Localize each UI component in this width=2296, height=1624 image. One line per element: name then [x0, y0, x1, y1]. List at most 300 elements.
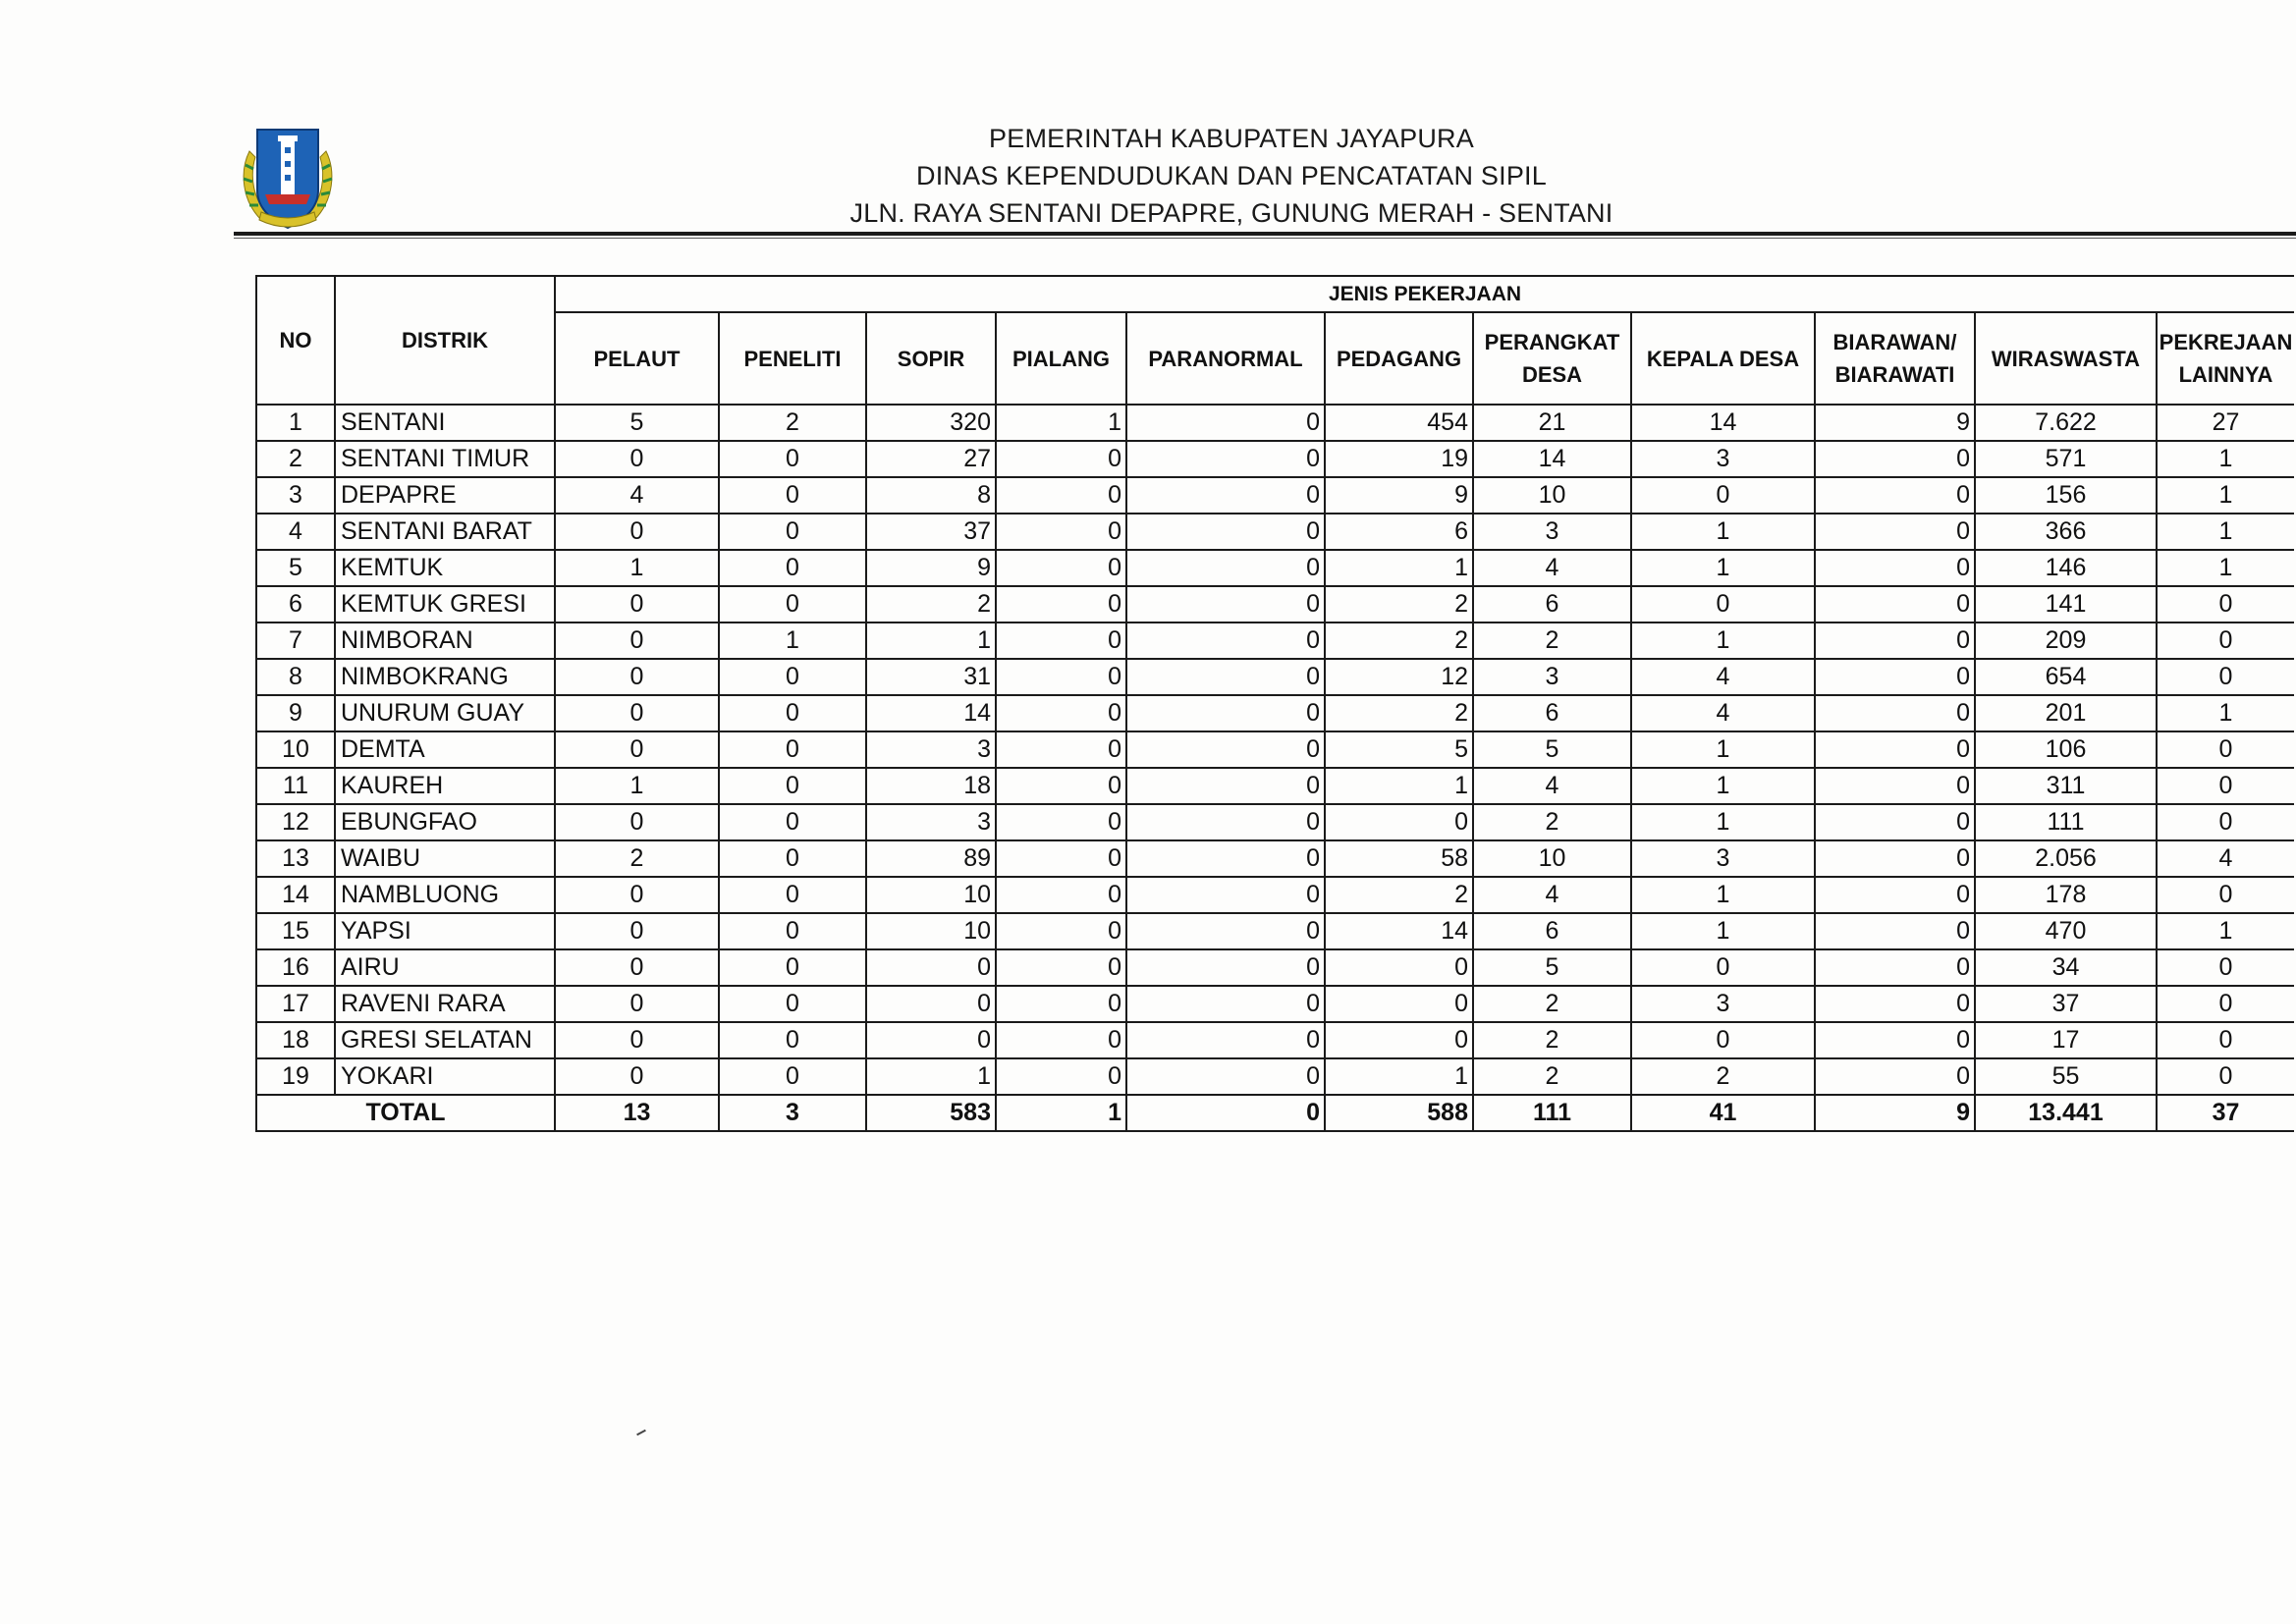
cell-peneliti: 0 — [719, 550, 866, 586]
cell-pedagang: 0 — [1325, 949, 1473, 986]
cell-kepala-desa: 0 — [1631, 477, 1815, 514]
cell-peneliti: 0 — [719, 1022, 866, 1058]
cell-paranormal: 0 — [1126, 514, 1325, 550]
cell-peneliti: 0 — [719, 731, 866, 768]
cell-paranormal: 0 — [1126, 840, 1325, 877]
cell-no: 19 — [256, 1058, 335, 1095]
cell-peneliti: 0 — [719, 986, 866, 1022]
cell-pedagang: 6 — [1325, 514, 1473, 550]
cell-peneliti: 0 — [719, 514, 866, 550]
table-row — [256, 768, 2294, 804]
cell-pedagang: 5 — [1325, 731, 1473, 768]
cell-pelaut: 1 — [555, 550, 719, 586]
cell-kepala-desa: 3 — [1631, 986, 1815, 1022]
cell-pialang: 0 — [996, 804, 1126, 840]
cell-no: 13 — [256, 840, 335, 877]
cell-distrik: YAPSI — [335, 913, 555, 949]
cell-pelaut: 0 — [555, 804, 719, 840]
cell-paranormal: 0 — [1126, 477, 1325, 514]
header-sopir: SOPIR — [866, 312, 996, 405]
cell-perangkat-desa: 2 — [1473, 804, 1631, 840]
cell-kepala-desa: 1 — [1631, 731, 1815, 768]
cell-biarawan-biarawati: 0 — [1815, 768, 1975, 804]
cell-kepala-desa: 14 — [1631, 405, 1815, 441]
cell-sopir: 0 — [866, 986, 996, 1022]
cell-paranormal: 0 — [1126, 877, 1325, 913]
cell-perangkat-desa: 2 — [1473, 623, 1631, 659]
cell-no: 4 — [256, 514, 335, 550]
cell-pialang: 0 — [996, 441, 1126, 477]
cell-pialang: 0 — [996, 913, 1126, 949]
cell-biarawan-biarawati: 0 — [1815, 550, 1975, 586]
cell-paranormal: 0 — [1126, 550, 1325, 586]
cell-distrik: GRESI SELATAN — [335, 1022, 555, 1058]
cell-pedagang: 0 — [1325, 804, 1473, 840]
cell-no: 12 — [256, 804, 335, 840]
cell-pelaut: 0 — [555, 877, 719, 913]
cell-total-wiraswasta: 13.441 — [1975, 1095, 2157, 1131]
cell-kepala-desa: 1 — [1631, 623, 1815, 659]
header-biarawan-biarawati: BIARAWAN/ BIARAWATI — [1815, 312, 1975, 405]
table-row — [256, 731, 2294, 768]
cell-wiraswasta: 156 — [1975, 477, 2157, 514]
cell-pialang: 0 — [996, 550, 1126, 586]
cell-no: 8 — [256, 659, 335, 695]
cell-pedagang: 0 — [1325, 1022, 1473, 1058]
table-row — [256, 877, 2294, 913]
header-wiraswasta: WIRASWASTA — [1975, 312, 2157, 405]
table-row — [256, 441, 2294, 477]
cell-peneliti: 0 — [719, 913, 866, 949]
cell-distrik: EBUNGFAO — [335, 804, 555, 840]
cell-paranormal: 0 — [1126, 768, 1325, 804]
cell-pialang: 0 — [996, 477, 1126, 514]
cell-no: 18 — [256, 1022, 335, 1058]
cell-pelaut: 0 — [555, 586, 719, 623]
table-row — [256, 659, 2294, 695]
cell-pelaut: 5 — [555, 405, 719, 441]
cell-pekrejaan-lainnya: 0 — [2157, 731, 2294, 768]
cell-total-label: TOTAL — [256, 1095, 555, 1131]
cell-perangkat-desa: 5 — [1473, 731, 1631, 768]
cell-kepala-desa: 4 — [1631, 659, 1815, 695]
cell-pialang: 0 — [996, 1058, 1126, 1095]
cell-paranormal: 0 — [1126, 913, 1325, 949]
cell-kepala-desa: 3 — [1631, 441, 1815, 477]
cell-no: 3 — [256, 477, 335, 514]
cell-pedagang: 1 — [1325, 1058, 1473, 1095]
cell-pialang: 0 — [996, 659, 1126, 695]
cell-pedagang: 2 — [1325, 586, 1473, 623]
cell-pekrejaan-lainnya: 0 — [2157, 623, 2294, 659]
cell-no: 2 — [256, 441, 335, 477]
cell-pekrejaan-lainnya: 0 — [2157, 659, 2294, 695]
cell-distrik: SENTANI TIMUR — [335, 441, 555, 477]
cell-wiraswasta: 106 — [1975, 731, 2157, 768]
cell-pialang: 0 — [996, 840, 1126, 877]
header-paranormal: PARANORMAL — [1126, 312, 1325, 405]
cell-biarawan-biarawati: 0 — [1815, 695, 1975, 731]
cell-pekrejaan-lainnya: 1 — [2157, 913, 2294, 949]
cell-pelaut: 0 — [555, 949, 719, 986]
header-perangkat-desa: PERANGKAT DESA — [1473, 312, 1631, 405]
cell-wiraswasta: 55 — [1975, 1058, 2157, 1095]
scan-speck — [636, 1430, 646, 1435]
cell-total-perangkat-desa: 111 — [1473, 1095, 1631, 1131]
regency-crest-logo — [236, 122, 340, 236]
cell-pekrejaan-lainnya: 4 — [2157, 840, 2294, 877]
cell-pelaut: 0 — [555, 441, 719, 477]
cell-pialang: 0 — [996, 623, 1126, 659]
crest-icon — [236, 122, 340, 236]
cell-pekrejaan-lainnya: 0 — [2157, 986, 2294, 1022]
cell-wiraswasta: 470 — [1975, 913, 2157, 949]
cell-no: 6 — [256, 586, 335, 623]
cell-peneliti: 0 — [719, 949, 866, 986]
cell-pekrejaan-lainnya: 0 — [2157, 804, 2294, 840]
cell-pialang: 0 — [996, 1022, 1126, 1058]
cell-biarawan-biarawati: 0 — [1815, 949, 1975, 986]
cell-perangkat-desa: 2 — [1473, 986, 1631, 1022]
letterhead-divider-thin — [234, 238, 2296, 239]
cell-pelaut: 0 — [555, 514, 719, 550]
cell-pelaut: 0 — [555, 1022, 719, 1058]
cell-biarawan-biarawati: 0 — [1815, 514, 1975, 550]
cell-peneliti: 0 — [719, 768, 866, 804]
letterhead-address: JLN. RAYA SENTANI DEPAPRE, GUNUNG MERAH - SENTANI — [849, 198, 1613, 228]
cell-paranormal: 0 — [1126, 659, 1325, 695]
cell-wiraswasta: 2.056 — [1975, 840, 2157, 877]
cell-peneliti: 0 — [719, 1058, 866, 1095]
cell-pekrejaan-lainnya: 1 — [2157, 441, 2294, 477]
table-row — [256, 986, 2294, 1022]
cell-pelaut: 2 — [555, 840, 719, 877]
cell-perangkat-desa: 4 — [1473, 768, 1631, 804]
cell-kepala-desa: 1 — [1631, 514, 1815, 550]
cell-sopir: 37 — [866, 514, 996, 550]
cell-sopir: 8 — [866, 477, 996, 514]
cell-total-paranormal: 0 — [1126, 1095, 1325, 1131]
cell-sopir: 3 — [866, 804, 996, 840]
cell-peneliti: 0 — [719, 804, 866, 840]
header-kepala-desa: KEPALA DESA — [1631, 312, 1815, 405]
header-pedagang: PEDAGANG — [1325, 312, 1473, 405]
cell-sopir: 89 — [866, 840, 996, 877]
cell-kepala-desa: 1 — [1631, 768, 1815, 804]
cell-biarawan-biarawati: 0 — [1815, 804, 1975, 840]
cell-pedagang: 0 — [1325, 986, 1473, 1022]
cell-wiraswasta: 141 — [1975, 586, 2157, 623]
cell-paranormal: 0 — [1126, 949, 1325, 986]
table-row — [256, 405, 2294, 441]
cell-pekrejaan-lainnya: 27 — [2157, 405, 2294, 441]
table-row — [256, 586, 2294, 623]
cell-kepala-desa: 0 — [1631, 949, 1815, 986]
cell-pekrejaan-lainnya: 0 — [2157, 877, 2294, 913]
cell-distrik: DEMTA — [335, 731, 555, 768]
cell-pelaut: 0 — [555, 913, 719, 949]
table-row — [256, 623, 2294, 659]
cell-sopir: 320 — [866, 405, 996, 441]
cell-pialang: 0 — [996, 514, 1126, 550]
cell-sopir: 10 — [866, 913, 996, 949]
cell-pekrejaan-lainnya: 0 — [2157, 768, 2294, 804]
cell-biarawan-biarawati: 0 — [1815, 731, 1975, 768]
cell-no: 16 — [256, 949, 335, 986]
cell-pedagang: 58 — [1325, 840, 1473, 877]
cell-total-peneliti: 3 — [719, 1095, 866, 1131]
cell-pelaut: 0 — [555, 731, 719, 768]
cell-perangkat-desa: 14 — [1473, 441, 1631, 477]
cell-wiraswasta: 571 — [1975, 441, 2157, 477]
cell-paranormal: 0 — [1126, 804, 1325, 840]
cell-kepala-desa: 0 — [1631, 1022, 1815, 1058]
cell-distrik: SENTANI BARAT — [335, 514, 555, 550]
cell-pekrejaan-lainnya: 0 — [2157, 586, 2294, 623]
cell-biarawan-biarawati: 0 — [1815, 659, 1975, 695]
cell-wiraswasta: 34 — [1975, 949, 2157, 986]
header-pekrejaan-lainnya: PEKREJAAN LAINNYA — [2157, 312, 2294, 405]
cell-pialang: 0 — [996, 768, 1126, 804]
cell-biarawan-biarawati: 0 — [1815, 441, 1975, 477]
cell-pekrejaan-lainnya: 0 — [2157, 949, 2294, 986]
cell-no: 1 — [256, 405, 335, 441]
cell-distrik: KEMTUK GRESI — [335, 586, 555, 623]
cell-peneliti: 0 — [719, 586, 866, 623]
cell-distrik: NIMBOKRANG — [335, 659, 555, 695]
table-row — [256, 913, 2294, 949]
cell-distrik: NIMBORAN — [335, 623, 555, 659]
cell-perangkat-desa: 6 — [1473, 695, 1631, 731]
cell-sopir: 0 — [866, 1022, 996, 1058]
cell-distrik: AIRU — [335, 949, 555, 986]
cell-sopir: 3 — [866, 731, 996, 768]
cell-sopir: 31 — [866, 659, 996, 695]
cell-perangkat-desa: 6 — [1473, 913, 1631, 949]
cell-pedagang: 9 — [1325, 477, 1473, 514]
cell-perangkat-desa: 10 — [1473, 840, 1631, 877]
cell-peneliti: 0 — [719, 695, 866, 731]
cell-wiraswasta: 209 — [1975, 623, 2157, 659]
cell-paranormal: 0 — [1126, 695, 1325, 731]
table-row — [256, 1058, 2294, 1095]
cell-total-pelaut: 13 — [555, 1095, 719, 1131]
cell-sopir: 0 — [866, 949, 996, 986]
cell-paranormal: 0 — [1126, 623, 1325, 659]
cell-pedagang: 2 — [1325, 695, 1473, 731]
cell-pedagang: 454 — [1325, 405, 1473, 441]
cell-pelaut: 0 — [555, 986, 719, 1022]
table-total-row — [256, 1095, 2294, 1131]
cell-perangkat-desa: 4 — [1473, 550, 1631, 586]
cell-perangkat-desa: 3 — [1473, 514, 1631, 550]
cell-paranormal: 0 — [1126, 586, 1325, 623]
cell-biarawan-biarawati: 0 — [1815, 586, 1975, 623]
cell-kepala-desa: 1 — [1631, 804, 1815, 840]
cell-distrik: NAMBLUONG — [335, 877, 555, 913]
cell-kepala-desa: 1 — [1631, 877, 1815, 913]
cell-pelaut: 4 — [555, 477, 719, 514]
cell-pelaut: 0 — [555, 623, 719, 659]
cell-wiraswasta: 17 — [1975, 1022, 2157, 1058]
cell-pedagang: 1 — [1325, 550, 1473, 586]
letterhead — [746, 120, 1717, 232]
cell-pelaut: 0 — [555, 1058, 719, 1095]
table-row — [256, 695, 2294, 731]
cell-no: 7 — [256, 623, 335, 659]
cell-wiraswasta: 7.622 — [1975, 405, 2157, 441]
cell-sopir: 18 — [866, 768, 996, 804]
table-row — [256, 1022, 2294, 1058]
letterhead-agency: DINAS KEPENDUDUKAN DAN PENCATATAN SIPIL — [916, 161, 1547, 190]
table-row — [256, 514, 2294, 550]
cell-pedagang: 19 — [1325, 441, 1473, 477]
cell-biarawan-biarawati: 0 — [1815, 477, 1975, 514]
cell-biarawan-biarawati: 0 — [1815, 623, 1975, 659]
cell-biarawan-biarawati: 0 — [1815, 1058, 1975, 1095]
header-no: NO — [256, 276, 335, 405]
cell-total-kepala-desa: 41 — [1631, 1095, 1815, 1131]
cell-total-pekrejaan-lainnya: 37 — [2157, 1095, 2294, 1131]
cell-paranormal: 0 — [1126, 731, 1325, 768]
cell-pekrejaan-lainnya: 0 — [2157, 1058, 2294, 1095]
cell-wiraswasta: 146 — [1975, 550, 2157, 586]
cell-perangkat-desa: 2 — [1473, 1022, 1631, 1058]
cell-distrik: RAVENI RARA — [335, 986, 555, 1022]
cell-kepala-desa: 2 — [1631, 1058, 1815, 1095]
cell-wiraswasta: 178 — [1975, 877, 2157, 913]
cell-perangkat-desa: 10 — [1473, 477, 1631, 514]
cell-pelaut: 0 — [555, 659, 719, 695]
cell-kepala-desa: 4 — [1631, 695, 1815, 731]
cell-wiraswasta: 37 — [1975, 986, 2157, 1022]
cell-sopir: 27 — [866, 441, 996, 477]
cell-peneliti: 0 — [719, 659, 866, 695]
cell-sopir: 14 — [866, 695, 996, 731]
header-pelaut: PELAUT — [555, 312, 719, 405]
cell-pialang: 0 — [996, 586, 1126, 623]
cell-wiraswasta: 201 — [1975, 695, 2157, 731]
cell-pedagang: 14 — [1325, 913, 1473, 949]
cell-perangkat-desa: 4 — [1473, 877, 1631, 913]
cell-biarawan-biarawati: 0 — [1815, 1022, 1975, 1058]
cell-pedagang: 1 — [1325, 768, 1473, 804]
table-row — [256, 804, 2294, 840]
cell-distrik: KAUREH — [335, 768, 555, 804]
cell-sopir: 1 — [866, 623, 996, 659]
cell-total-pialang: 1 — [996, 1095, 1126, 1131]
cell-pialang: 1 — [996, 405, 1126, 441]
cell-pedagang: 12 — [1325, 659, 1473, 695]
cell-no: 9 — [256, 695, 335, 731]
cell-paranormal: 0 — [1126, 1022, 1325, 1058]
cell-no: 10 — [256, 731, 335, 768]
cell-distrik: DEPAPRE — [335, 477, 555, 514]
table-row — [256, 840, 2294, 877]
cell-wiraswasta: 654 — [1975, 659, 2157, 695]
cell-pekrejaan-lainnya: 1 — [2157, 695, 2294, 731]
cell-distrik: WAIBU — [335, 840, 555, 877]
cell-no: 14 — [256, 877, 335, 913]
cell-perangkat-desa: 6 — [1473, 586, 1631, 623]
letterhead-government: PEMERINTAH KABUPATEN JAYAPURA — [989, 124, 1474, 153]
cell-peneliti: 0 — [719, 477, 866, 514]
cell-pialang: 0 — [996, 949, 1126, 986]
cell-distrik: UNURUM GUAY — [335, 695, 555, 731]
cell-total-pedagang: 588 — [1325, 1095, 1473, 1131]
cell-kepala-desa: 0 — [1631, 586, 1815, 623]
cell-paranormal: 0 — [1126, 441, 1325, 477]
cell-peneliti: 1 — [719, 623, 866, 659]
cell-pekrejaan-lainnya: 1 — [2157, 477, 2294, 514]
cell-sopir: 9 — [866, 550, 996, 586]
table-row — [256, 477, 2294, 514]
cell-pelaut: 0 — [555, 695, 719, 731]
cell-peneliti: 0 — [719, 877, 866, 913]
cell-pialang: 0 — [996, 695, 1126, 731]
cell-pekrejaan-lainnya: 1 — [2157, 550, 2294, 586]
cell-perangkat-desa: 2 — [1473, 1058, 1631, 1095]
cell-biarawan-biarawati: 0 — [1815, 877, 1975, 913]
cell-pelaut: 1 — [555, 768, 719, 804]
cell-pedagang: 2 — [1325, 623, 1473, 659]
cell-pekrejaan-lainnya: 1 — [2157, 514, 2294, 550]
cell-no: 11 — [256, 768, 335, 804]
cell-paranormal: 0 — [1126, 405, 1325, 441]
cell-biarawan-biarawati: 0 — [1815, 986, 1975, 1022]
letterhead-divider — [234, 232, 2296, 236]
cell-perangkat-desa: 5 — [1473, 949, 1631, 986]
cell-pekrejaan-lainnya: 0 — [2157, 1022, 2294, 1058]
table-body — [256, 405, 2294, 1131]
table-row — [256, 949, 2294, 986]
cell-distrik: SENTANI — [335, 405, 555, 441]
cell-wiraswasta: 111 — [1975, 804, 2157, 840]
cell-biarawan-biarawati: 0 — [1815, 913, 1975, 949]
cell-pialang: 0 — [996, 731, 1126, 768]
cell-total-biarawan-biarawati: 9 — [1815, 1095, 1975, 1131]
header-pialang: PIALANG — [996, 312, 1126, 405]
cell-kepala-desa: 1 — [1631, 550, 1815, 586]
cell-peneliti: 0 — [719, 840, 866, 877]
cell-sopir: 2 — [866, 586, 996, 623]
cell-total-sopir: 583 — [866, 1095, 996, 1131]
cell-kepala-desa: 3 — [1631, 840, 1815, 877]
cell-wiraswasta: 311 — [1975, 768, 2157, 804]
table-row — [256, 550, 2294, 586]
header-jenis-pekerjaan: JENIS PEKERJAAN — [555, 276, 2294, 312]
header-distrik: DISTRIK — [335, 276, 555, 405]
occupation-table-container — [255, 275, 2294, 1132]
cell-peneliti: 0 — [719, 441, 866, 477]
cell-kepala-desa: 1 — [1631, 913, 1815, 949]
cell-biarawan-biarawati: 9 — [1815, 405, 1975, 441]
cell-paranormal: 0 — [1126, 986, 1325, 1022]
cell-paranormal: 0 — [1126, 1058, 1325, 1095]
cell-perangkat-desa: 3 — [1473, 659, 1631, 695]
cell-wiraswasta: 366 — [1975, 514, 2157, 550]
cell-biarawan-biarawati: 0 — [1815, 840, 1975, 877]
cell-perangkat-desa: 21 — [1473, 405, 1631, 441]
cell-pedagang: 2 — [1325, 877, 1473, 913]
cell-no: 5 — [256, 550, 335, 586]
header-peneliti: PENELITI — [719, 312, 866, 405]
cell-sopir: 1 — [866, 1058, 996, 1095]
cell-distrik: YOKARI — [335, 1058, 555, 1095]
occupation-table — [255, 275, 2294, 1132]
cell-distrik: KEMTUK — [335, 550, 555, 586]
cell-sopir: 10 — [866, 877, 996, 913]
